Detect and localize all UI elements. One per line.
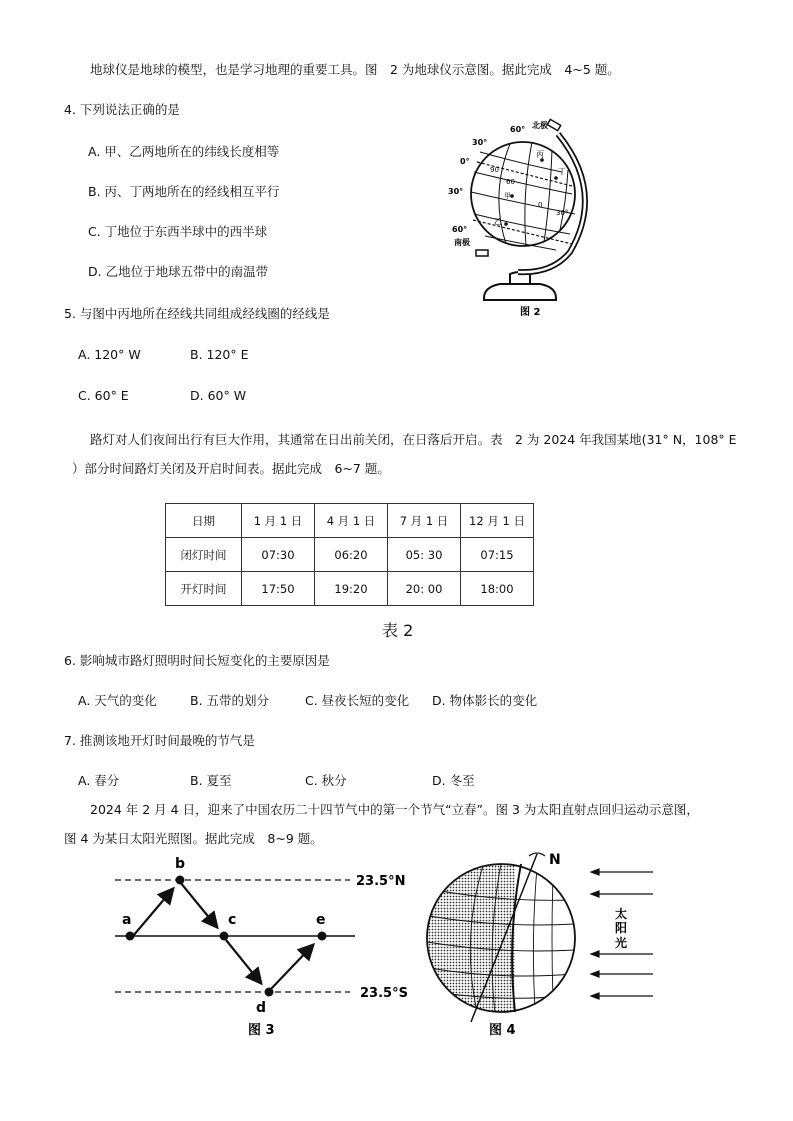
fig2-label-jia: 甲 bbox=[504, 192, 511, 200]
figure-2-globe bbox=[440, 112, 590, 322]
fig4-sun-label-2: 阳 bbox=[615, 921, 628, 935]
fig2-label-30e: 30° bbox=[556, 209, 569, 217]
fig2-label-90: 90 bbox=[490, 166, 499, 174]
fig3-point-c: c bbox=[228, 912, 237, 928]
table-cell: 19:20 bbox=[315, 572, 388, 606]
fig3-north-tropic-label: 23.5°N bbox=[356, 874, 406, 889]
table-header-cell: 1 月 1 日 bbox=[242, 504, 315, 538]
fig2-label-30n: 30° bbox=[472, 138, 488, 147]
question-4-option-d: D. 乙地位于地球五带中的南温带 bbox=[88, 264, 269, 279]
question-6-option-c: C. 昼夜长短的变化 bbox=[305, 693, 410, 708]
fig2-label-yi: 乙 bbox=[494, 217, 502, 226]
table-row bbox=[166, 538, 534, 572]
question-5-option-b: B. 120° E bbox=[190, 347, 249, 362]
fig2-label-north-pole: 北极 bbox=[532, 121, 548, 130]
figure-2-caption: 图 2 bbox=[520, 307, 541, 318]
question-6-option-d: D. 物体影长的变化 bbox=[432, 693, 538, 708]
fig3-point-e: e bbox=[316, 912, 326, 928]
intro-paragraph-2-line-2: ）部分时间路灯关闭及开启时间表。据此完成 6~7 题。 bbox=[72, 461, 390, 476]
fig3-point-a: a bbox=[122, 912, 132, 928]
fig3-point-d: d bbox=[256, 1000, 267, 1016]
question-7-stem: 7. 推测该地开灯时间最晚的节气是 bbox=[64, 733, 255, 748]
fig2-label-60n: 60° bbox=[510, 125, 526, 134]
figure-3-caption: 图 3 bbox=[248, 1023, 275, 1038]
question-7-option-c: C. 秋分 bbox=[305, 773, 347, 788]
question-6-option-b: B. 五带的划分 bbox=[190, 693, 270, 708]
fig4-sun-label-1: 太 bbox=[615, 907, 628, 921]
fig4-sun-label-3: 光 bbox=[615, 936, 628, 950]
question-7-option-d: D. 冬至 bbox=[432, 773, 475, 788]
table-cell: 17:50 bbox=[242, 572, 315, 606]
figure-3-subsolar-point bbox=[110, 852, 420, 1042]
fig2-label-60s: 60° bbox=[452, 225, 468, 234]
question-4-option-b: B. 丙、丁两地所在的经线相互平行 bbox=[88, 184, 280, 199]
fig2-label-equator: 0° bbox=[460, 157, 470, 166]
table-row bbox=[166, 504, 534, 538]
table-cell: 07:30 bbox=[242, 538, 315, 572]
question-7-option-b: B. 夏至 bbox=[190, 773, 232, 788]
table-cell: 05: 30 bbox=[388, 538, 461, 572]
table-cell: 开灯时间 bbox=[166, 572, 242, 606]
fig2-label-60: 60 bbox=[506, 178, 515, 186]
table-header-cell: 12 月 1 日 bbox=[461, 504, 534, 538]
table-cell: 07:15 bbox=[461, 538, 534, 572]
question-6-stem: 6. 影响城市路灯照明时间长短变化的主要原因是 bbox=[64, 653, 330, 668]
fig3-point-b: b bbox=[175, 856, 186, 872]
table-2-caption: 表 2 bbox=[382, 621, 414, 640]
intro-paragraph-2-line-1: 路灯对人们夜间出行有巨大作用，其通常在日出前关闭，在日落后开启。表 2 为 2024 年我国某地(31° N，108° E bbox=[90, 432, 737, 447]
intro-paragraph-1: 地球仪是地球的模型，也是学习地理的重要工具。图 2 为地球仪示意图。据此完成 4~5 题。 bbox=[90, 62, 620, 77]
table-header-cell: 4 月 1 日 bbox=[315, 504, 388, 538]
question-7-option-a: A. 春分 bbox=[78, 773, 120, 788]
table-cell: 20: 00 bbox=[388, 572, 461, 606]
table-row bbox=[166, 572, 534, 606]
question-5-stem: 5. 与图中丙地所在经线共同组成经线圈的经线是 bbox=[64, 306, 330, 321]
question-4-option-a: A. 甲、乙两地所在的纬线长度相等 bbox=[88, 144, 280, 159]
question-5-option-a: A. 120° W bbox=[78, 347, 141, 362]
table-cell: 18:00 bbox=[461, 572, 534, 606]
fig4-north-label: N bbox=[549, 852, 561, 868]
fig2-label-south-pole: 南极 bbox=[454, 238, 470, 247]
table-header-cell: 日期 bbox=[166, 504, 242, 538]
question-5-option-c: C. 60° E bbox=[78, 388, 129, 403]
table-cell: 闭灯时间 bbox=[166, 538, 242, 572]
table-header-cell: 7 月 1 日 bbox=[388, 504, 461, 538]
fig2-label-bing: 丙 bbox=[536, 150, 544, 159]
fig2-label-30s: 30° bbox=[448, 187, 464, 196]
fig2-label-ding: 丁 bbox=[558, 167, 566, 176]
table-cell: 06:20 bbox=[315, 538, 388, 572]
intro-paragraph-3-line-1: 2024 年 2 月 4 日，迎来了中国农历二十四节气中的第一个节气“立春”。图 3 为太阳直射点回归运动示意图， bbox=[90, 802, 699, 817]
question-6-option-a: A. 天气的变化 bbox=[78, 693, 157, 708]
intro-paragraph-3-line-2: 图 4 为某日太阳光照图。据此完成 8~9 题。 bbox=[64, 831, 323, 846]
figure-4-caption: 图 4 bbox=[489, 1023, 516, 1038]
question-4-stem: 4. 下列说法正确的是 bbox=[64, 102, 180, 117]
figure-4-illumination bbox=[425, 850, 665, 1042]
question-5-option-d: D. 60° W bbox=[190, 388, 247, 403]
table-2 bbox=[165, 503, 534, 606]
fig3-south-tropic-label: 23.5°S bbox=[360, 986, 408, 1001]
fig2-label-0: 0 bbox=[538, 201, 543, 209]
question-4-option-c: C. 丁地位于东西半球中的西半球 bbox=[88, 224, 268, 239]
